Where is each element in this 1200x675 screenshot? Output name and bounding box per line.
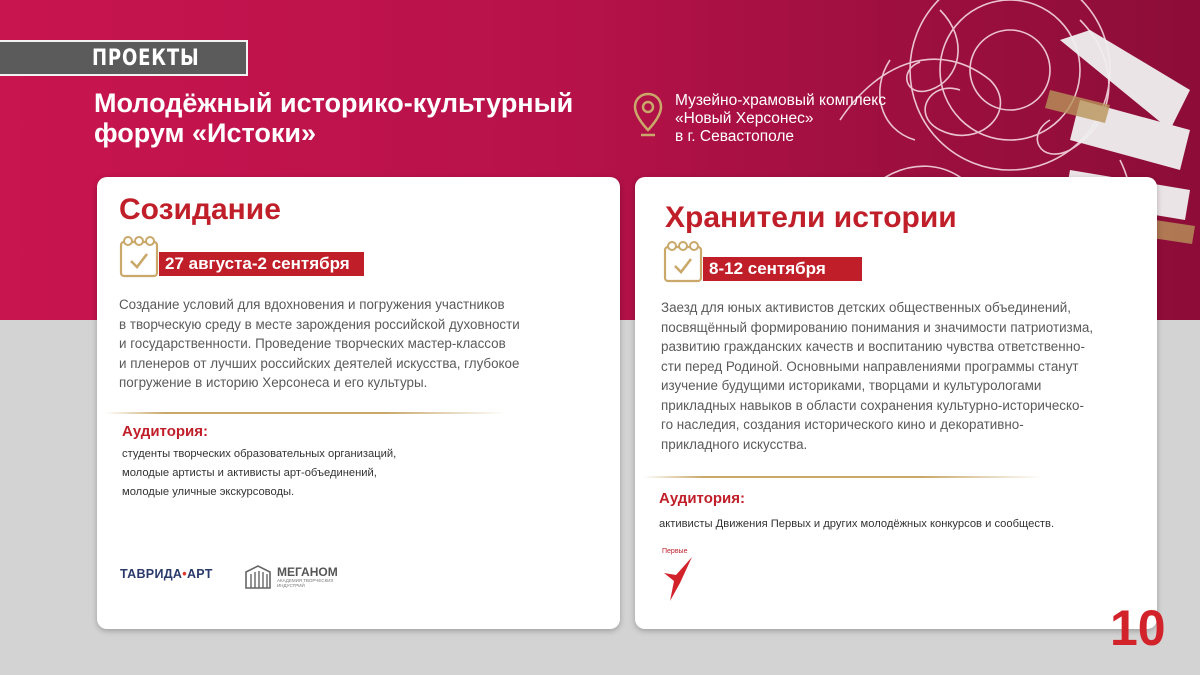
audience-list <box>659 515 1139 534</box>
date-range: 27 августа-2 сентября <box>159 252 364 276</box>
location-line3: в г. Севастополе <box>675 128 795 145</box>
tavrida-logo-text-art: АРТ <box>186 567 213 581</box>
card-description <box>119 295 599 393</box>
description-line: изучение будущими историками, творцами и культурологами <box>661 378 1042 393</box>
date-range: 8-12 сентября <box>703 257 862 281</box>
audience-title: Аудитория: <box>659 490 745 507</box>
audience-item: активисты Движения Первых и других молодёжных конкурсов и сообществ. <box>659 518 1055 530</box>
page-title-line2: форум «Истоки» <box>94 118 316 148</box>
meganom-logo-subtitle: АКАДЕМИЯ ТВОРЧЕСКИХ ИНДУСТРИЙ <box>277 578 334 588</box>
description-line: погружение в историю Херсонеса и его культуры. <box>119 375 428 390</box>
meganom-emblem-icon <box>243 562 273 592</box>
page-title <box>94 88 634 148</box>
card-title: Хранители истории <box>665 201 957 234</box>
description-line: Заезд для юных активистов детских общественных объединений, <box>661 300 1071 315</box>
tavrida-logo-dot: • <box>182 567 187 581</box>
description-line: прикладных навыков в области сохранения культурно-историческо- <box>661 397 1084 413</box>
location-line1: Музейно-храмовый комплекс <box>675 92 886 109</box>
description-line: и государственности. Проведение творческих мастер-классов <box>119 336 506 351</box>
description-line: и пленеров от лучших российских деятелей искусства, глубокое <box>119 355 520 371</box>
project-card-sozidanie <box>97 177 620 629</box>
description-line: сти перед Родиной. Основными направлениями программы станут <box>661 358 1079 374</box>
calendar-check-icon <box>663 239 703 283</box>
audience-item: молодые артисты и активисты арт-объединений, <box>122 467 377 479</box>
date-row <box>663 239 862 283</box>
description-line: развитию гражданских качеств и воспитанию чувства ответственно- <box>661 339 1085 354</box>
meganom-logo-name: МЕГАНОМ <box>277 565 338 579</box>
project-card-khraniteli <box>635 177 1157 629</box>
pervye-logo <box>662 548 696 606</box>
location-block <box>633 92 886 146</box>
location-line2: «Новый Херсонес» <box>675 110 814 127</box>
page-title-line1: Молодёжный историко-культурный <box>94 88 574 118</box>
description-line: посвящённый формированию понимания и значимости патриотизма, <box>661 319 1094 335</box>
date-row <box>119 234 364 278</box>
gold-divider <box>643 476 1043 478</box>
calendar-check-icon <box>119 234 159 278</box>
gold-divider <box>105 412 505 414</box>
card-title: Созидание <box>119 193 281 226</box>
card-description <box>661 298 1151 454</box>
audience-title: Аудитория: <box>122 423 208 440</box>
tavrida-art-logo <box>120 567 213 581</box>
description-line: в творческую среду в месте зарождения российской духовности <box>119 316 520 332</box>
tavrida-logo-text: ТАВРИДА <box>120 567 183 581</box>
description-line: прикладного искусства. <box>661 436 808 452</box>
pervye-logo-text: Первые <box>662 548 688 555</box>
description-line: Создание условий для вдохновения и погружения участников <box>119 297 505 312</box>
pervye-star-icon <box>662 555 696 603</box>
description-line: го наследия, создания исторического кино и декоративно- <box>661 417 1024 432</box>
meganom-logo <box>243 562 349 592</box>
audience-list <box>122 445 542 502</box>
page-number: 10 <box>1110 600 1166 656</box>
section-label: ПРОЕКТЫ <box>92 45 200 71</box>
audience-item: молодые уличные экскурсоводы. <box>122 486 295 498</box>
audience-item: студенты творческих образовательных организаций, <box>122 448 397 460</box>
section-tag <box>0 40 248 76</box>
location-pin-icon <box>633 92 663 138</box>
